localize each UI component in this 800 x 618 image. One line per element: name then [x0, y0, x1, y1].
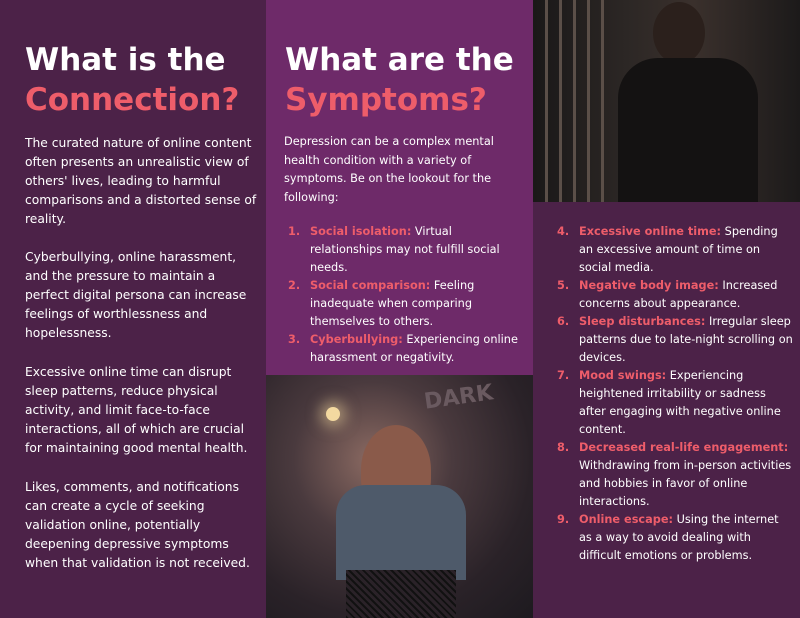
symptom-text: Spending an excessive amount of time on social media. [579, 225, 778, 274]
symptoms-heading-line1: What are the [285, 42, 514, 78]
symptoms-list-part1 [288, 223, 523, 367]
symptoms-heading-line2: Symptoms? [285, 82, 487, 118]
symptom-text: Experiencing online harassment or negativity. [310, 333, 518, 364]
sitting-man-photo [533, 0, 800, 202]
symptom-number: 4. [557, 225, 570, 238]
symptom-label: Negative body image: [579, 279, 719, 292]
symptom-item [288, 277, 523, 331]
symptom-label: Excessive online time: [579, 225, 722, 238]
connection-paragraph-2: Cyberbullying, online harassment, and the pressure to maintain a perfect digital persona can increase feelings of worthlessness and hopelessness. [25, 250, 247, 340]
rail [545, 0, 548, 202]
symptoms-intro: Depression can be a complex mental health condition with a variety of symptoms. Be on the lookout for the following: [284, 135, 494, 204]
symptom-number: 2. [288, 279, 301, 292]
symptom-label: Social comparison: [310, 279, 431, 292]
girl-legs [346, 570, 456, 618]
symptom-number: 3. [288, 333, 301, 346]
symptom-item [557, 277, 793, 313]
man-head [653, 2, 705, 64]
symptom-item [557, 511, 793, 565]
connection-paragraph-3: Excessive online time can disrupt sleep patterns, reduce physical activity, and limit face-to-face interactions, all of which are crucial for maintaining good mental health. [25, 365, 248, 455]
symptom-item [288, 223, 523, 277]
rail [601, 0, 604, 202]
lamp-light [326, 407, 340, 421]
symptom-text: Withdrawing from in-person activities and hobbies in favor of online interactions. [579, 459, 792, 508]
rail [573, 0, 576, 202]
symptom-item [557, 367, 793, 439]
symptom-text: Experiencing heightened irritability or sadness after engaging with negative online content. [579, 369, 781, 436]
symptom-number: 6. [557, 315, 570, 328]
symptom-label: Mood swings: [579, 369, 667, 382]
distressed-girl-photo [266, 375, 533, 618]
symptom-label: Sleep disturbances: [579, 315, 706, 328]
rail [587, 0, 590, 202]
symptom-number: 7. [557, 369, 570, 382]
symptom-text: Irregular sleep patterns due to late-night scrolling on devices. [579, 315, 793, 364]
symptom-text: Feeling inadequate when comparing themselves to others. [310, 279, 475, 328]
symptoms-panel [266, 0, 533, 618]
symptom-number: 5. [557, 279, 570, 292]
connection-paragraph-1: The curated nature of online content often presents an unrealistic view of others' lives, leading to harmful comparisons and a distorted sense of reality. [25, 136, 257, 226]
rail [559, 0, 562, 202]
symptoms-heading [285, 40, 514, 120]
symptom-item [557, 223, 793, 277]
symptom-text: Virtual relationships may not fulfill social needs. [310, 225, 500, 274]
symptom-label: Social isolation: [310, 225, 412, 238]
symptom-number: 1. [288, 225, 301, 238]
connection-panel [0, 0, 266, 618]
symptoms-continued-panel [533, 0, 800, 618]
symptom-label: Online escape: [579, 513, 673, 526]
symptom-label: Decreased real-life engagement: [579, 441, 789, 454]
symptom-text: Using the internet as a way to avoid dealing with difficult emotions or problems. [579, 513, 779, 562]
symptoms-list-part2 [557, 223, 793, 565]
symptom-number: 8. [557, 441, 570, 454]
symptom-label: Cyberbullying: [310, 333, 403, 346]
symptom-number: 9. [557, 513, 570, 526]
photo-sign-text: DARK [422, 380, 495, 415]
symptom-item [557, 439, 793, 511]
connection-heading-line1: What is the [25, 42, 226, 78]
connection-heading-line2: Connection? [25, 82, 240, 118]
connection-paragraph-4: Likes, comments, and notifications can create a cycle of seeking validation online, potentially deepening depressive symptoms when that validation is not received. [25, 480, 250, 570]
man-body [618, 58, 758, 202]
girl-shirt [336, 485, 466, 580]
symptom-item [557, 313, 793, 367]
symptom-text: Increased concerns about appearance. [579, 279, 778, 310]
connection-heading [25, 40, 239, 120]
symptom-item [288, 331, 523, 367]
